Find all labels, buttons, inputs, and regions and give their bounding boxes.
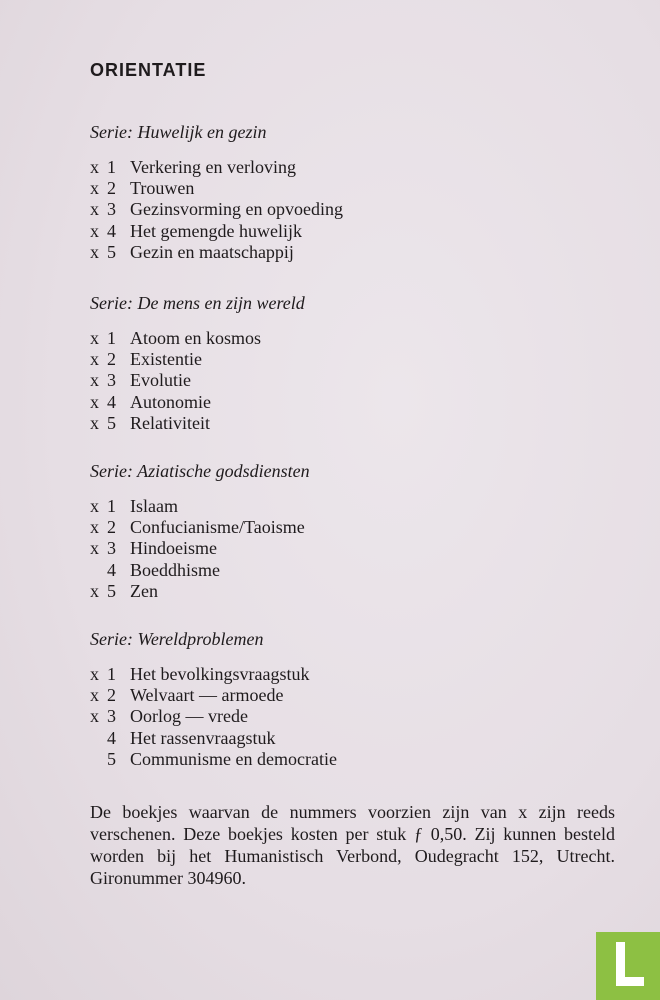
list-item: [90, 496, 310, 517]
item-title: Zen: [130, 580, 158, 601]
item-title: Boeddhisme: [130, 559, 220, 580]
item-title: Relativiteit: [130, 412, 210, 433]
item-number: 4: [107, 391, 116, 412]
list-item: [90, 328, 305, 349]
corner-logo: [596, 932, 660, 1000]
item-number: 1: [107, 496, 116, 516]
published-mark: x: [90, 517, 99, 538]
item-number: 1: [107, 664, 116, 684]
item-number: 5: [107, 241, 116, 262]
item-title: Autonomie: [130, 391, 211, 412]
published-mark: x: [90, 412, 99, 433]
published-mark: x: [90, 706, 99, 727]
item-number: 1: [107, 157, 116, 177]
item-number: 5: [107, 412, 116, 433]
item-number: 3: [107, 538, 116, 559]
list-item: [90, 664, 310, 685]
published-mark: x: [90, 370, 99, 391]
published-mark: x: [90, 664, 99, 684]
list-item: [90, 241, 294, 263]
published-mark: x: [90, 199, 99, 220]
item-title: Het bevolkingsvraagstuk: [130, 664, 310, 684]
list-item: [90, 392, 305, 413]
item-number: 5: [107, 580, 116, 601]
item-title: Trouwen: [130, 178, 195, 199]
item-title: Hindoeisme: [130, 538, 217, 559]
list-item: [90, 199, 343, 220]
list-item: [90, 178, 266, 199]
letter-l-icon: [616, 942, 644, 986]
list-item: [90, 560, 310, 581]
item-number: 1: [107, 328, 116, 348]
list-item: [90, 349, 305, 370]
item-title: Oorlog — vrede: [130, 706, 248, 727]
published-mark: x: [90, 178, 99, 199]
published-mark: x: [90, 241, 99, 262]
series-aziatische-godsdiensten: [90, 461, 310, 602]
item-title: Communisme en democratie: [130, 748, 337, 769]
item-title: Evolutie: [130, 370, 191, 391]
item-title: Gezinsvorming en opvoeding: [130, 199, 343, 220]
list-item: [90, 220, 302, 242]
published-mark: x: [90, 580, 99, 601]
list-item: [90, 370, 305, 391]
published-mark: x: [90, 538, 99, 559]
list-item: [90, 538, 310, 559]
series-title: Serie: Huwelijk en gezin: [90, 122, 267, 142]
item-number: 2: [107, 349, 116, 370]
published-mark: x: [90, 349, 99, 370]
published-mark: x: [90, 220, 99, 241]
item-title: Confucianisme/Taoisme: [130, 517, 305, 538]
series-title: Serie: Aziatische godsdiensten: [90, 461, 310, 481]
item-number: 3: [107, 370, 116, 391]
published-mark: x: [90, 685, 99, 706]
item-title: Islaam: [130, 496, 178, 516]
item-title: Existentie: [130, 349, 202, 370]
item-title: Het gemengde huwelijk: [130, 220, 302, 241]
published-mark: x: [90, 391, 99, 412]
series-wereldproblemen: [90, 629, 337, 770]
item-number: 5: [107, 748, 116, 769]
list-item: [90, 748, 337, 770]
list-item: [90, 157, 296, 178]
item-number: 4: [107, 220, 116, 241]
published-mark: x: [90, 496, 99, 516]
list-item: [90, 727, 276, 749]
series-title: Serie: De mens en zijn wereld: [90, 293, 305, 313]
item-number: 3: [107, 199, 116, 220]
item-number: 2: [107, 517, 116, 538]
series-title: Serie: Wereldproblemen: [90, 629, 264, 649]
published-mark: x: [90, 157, 99, 177]
item-title: Atoom en kosmos: [130, 328, 262, 348]
list-item: [90, 581, 310, 602]
footer-note: De boekjes waarvan de nummers voorzien zijn van x zijn reeds verschenen. Deze boekjes kosten per stuk ƒ 0,50. Zij kunnen besteld worden bij het Humanistisch Verbond, Oudegracht 152, Utrecht. Gironummer 304960.: [90, 802, 615, 888]
series-de-mens-en-zijn-wereld: [90, 293, 305, 434]
item-number: 3: [107, 706, 116, 727]
list-item: [90, 706, 263, 727]
bleed-through-text: [380, 60, 640, 100]
item-title: Het rassenvraagstuk: [130, 727, 276, 748]
item-title: Gezin en maatschappij: [130, 241, 294, 262]
published-mark: x: [90, 328, 99, 348]
list-item: [90, 413, 305, 434]
page-heading: ORIENTATIE: [90, 60, 207, 80]
list-item: [90, 685, 284, 706]
item-number: 4: [107, 559, 116, 580]
list-item: [90, 517, 310, 538]
item-number: 2: [107, 178, 116, 199]
item-number: 4: [107, 727, 116, 748]
item-title: Verkering en verloving: [130, 157, 296, 177]
item-number: 2: [107, 685, 116, 706]
item-title: Welvaart — armoede: [130, 685, 284, 706]
series-huwelijk-en-gezin: [90, 122, 343, 263]
